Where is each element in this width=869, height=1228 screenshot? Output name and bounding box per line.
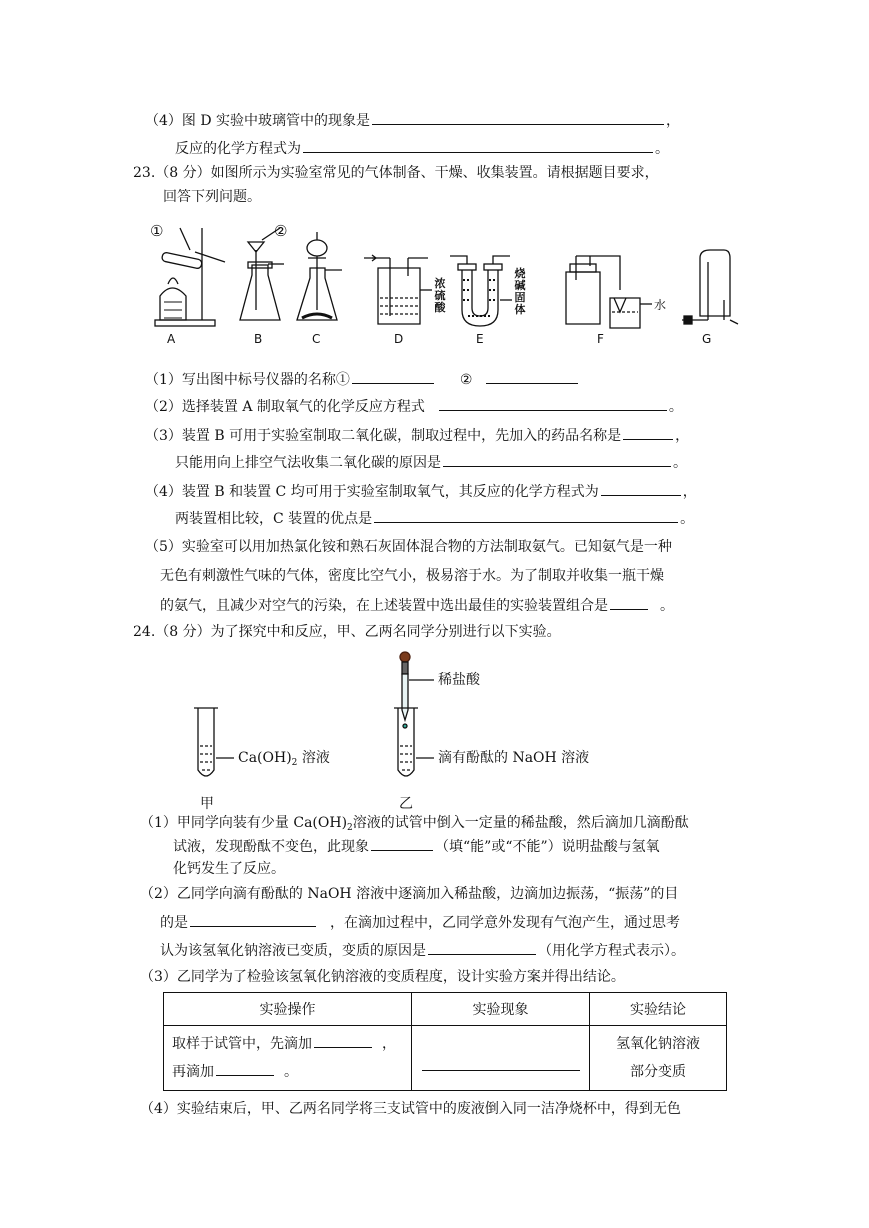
q24-p2-line3: 认为该氢氧化钠溶液已变质，变质的原因是 （用化学方程式表示）。 [160,940,685,961]
table-header-row [164,993,727,1026]
q23-p3-line1: （3）装置 B 可用于实验室制取二氧化碳，制取过程中，先加入的药品名称是 ， [145,425,689,446]
answer-blank[interactable] [439,396,667,411]
q23-p5-line3: 的氨气，且减少对空气的污染，在上述装置中选出最佳的实验装置组合是 。 [160,595,674,616]
answer-blank[interactable] [216,1061,274,1076]
q24-header: 24.（8 分）为了探究中和反应，甲、乙两名同学分别进行以下实验。 [133,624,561,640]
answer-blank[interactable] [601,481,681,496]
apparatus-c [297,232,342,320]
apparatus-e [450,256,512,326]
conclusion-line1: 氢氧化钠溶液 [616,1036,700,1052]
table-header: 实验操作 [164,993,412,1026]
q22-4-line2: 反应的化学方程式为 。 [175,138,669,159]
label-a: A [167,332,176,346]
apparatus-figure [150,220,740,350]
answer-blank[interactable] [190,912,316,927]
answer-blank[interactable] [371,836,433,851]
conclusion-cell [590,1026,727,1091]
answer-blank[interactable] [422,1056,580,1071]
answer-blank[interactable] [443,452,671,467]
q23-p4-line1: （4）装置 B 和装置 C 均可用于实验室制取氧气，其反应的化学方程式为 ， [145,481,697,502]
label-d-reagent: 浓硫酸 [434,277,446,314]
apparatus-b [240,228,284,320]
operation-cell [164,1026,412,1091]
marker-2: ② [274,222,288,240]
q22-4-line1: （4）图 D 实验中玻璃管中的现象是 ， [145,110,680,131]
apparatus-a [155,228,225,326]
label-yi: 乙 [399,796,413,812]
label-d: D [394,332,404,346]
answer-blank[interactable] [352,369,434,384]
answer-blank[interactable] [372,110,664,125]
q23-header-line1: 23.（8 分）如图所示为实验室常见的气体制备、干燥、收集装置。请根据题目要求， [133,165,659,181]
answer-blank[interactable] [610,595,648,610]
table-row [164,1026,727,1091]
answer-blank[interactable] [314,1033,372,1048]
label-b: B [254,332,263,346]
conclusion-line2: 部分变质 [630,1064,686,1080]
answer-blank[interactable] [303,138,653,153]
answer-blank[interactable] [486,369,578,384]
q24-p3-line1: （3）乙同学为了检验该氢氧化钠溶液的变质程度，设计实验方案并得出结论。 [140,969,625,985]
label-jia-solution: $Ca(OH)_2$ 溶液 [238,750,330,768]
operation-line1: 取样于试管中，先滴加 ， [172,1030,410,1058]
q24-p2-line2: 的是 ，在滴加过程中，乙同学意外发现有气泡产生，通过思考 [160,912,680,933]
apparatus-f [566,256,652,328]
label-acid: 稀盐酸 [438,672,480,688]
test-tube-yi [394,708,434,776]
q23-p3-line2: 只能用向上排空气法收集二氧化碳的原因是 。 [175,452,687,473]
label-jia: 甲 [200,796,214,812]
q24-p4-line1: （4）实验结束后，甲、乙两名同学将三支试管中的废液倒入同一洁净烧杯中，得到无色 [140,1101,681,1117]
q23-p2: （2）选择装置 A 制取氧气的化学反应方程式 。 [145,396,683,417]
table-header: 实验结论 [590,993,727,1026]
q23-p1: （1）写出图中标号仪器的名称① ② [145,369,580,390]
q24-p1-line3: 化钙发生了反应。 [173,861,285,877]
label-c: C [312,332,321,346]
test-tube-jia [194,708,234,776]
q24-p1-line2: 试液，发现酚酞不变色，此现象 （填“能”或“不能”）说明盐酸与氢氧 [173,836,660,857]
apparatus-d [364,255,432,324]
table-header: 实验现象 [412,993,590,1026]
phenomenon-cell [412,1026,590,1091]
label-e: E [476,332,484,346]
label-f-water: 水 [654,298,667,312]
answer-blank[interactable] [623,425,673,440]
q23-p5-line2: 无色有刺激性气味的气体，密度比空气小，极易溶于水。为了制取并收集一瓶干燥 [160,568,664,584]
marker-1: ① [150,222,164,240]
label-f: F [597,332,604,346]
label-e-reagent: 烧碱固体 [514,267,526,316]
q23-p4-line2: 两装置相比较，C 装置的优点是 。 [175,508,694,529]
q24-p1-line1: （1）甲同学向装有少量 $Ca(OH)_2$溶液的试管中倒入一定量的稀盐酸，然后滴加几滴酚酞 [140,815,689,833]
experiment-table [163,992,727,1091]
answer-blank[interactable] [374,508,678,523]
answer-blank[interactable] [428,940,536,955]
dropper [400,652,434,728]
q23-header-line2: 回答下列问题。 [163,189,261,205]
q23-p5-line1: （5）实验室可以用加热氯化铵和熟石灰固体混合物的方法制取氨气。已知氨气是一种 [145,539,672,555]
q24-p2-line1: （2）乙同学向滴有酚酞的 NaOH 溶液中逐滴加入稀盐酸，边滴加边振荡，“振荡”的目 [140,886,679,902]
test-tube-figure [180,648,620,816]
label-yi-solution: 滴有酚酞的 NaOH 溶液 [438,750,590,766]
apparatus-g [682,250,738,324]
label-g: G [702,332,712,346]
operation-line2: 再滴加 。 [172,1058,410,1086]
